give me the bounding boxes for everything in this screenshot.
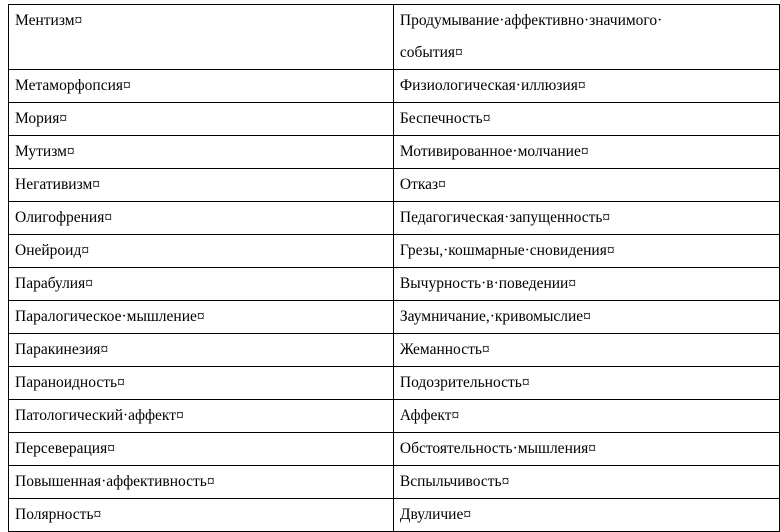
table-row — [9, 169, 780, 202]
cell-line: события¤ — [399, 44, 463, 61]
table-row — [9, 70, 780, 103]
table-cell-term: Мория¤ — [9, 103, 394, 136]
table-row — [9, 202, 780, 235]
table-cell-description: Беспечность¤ — [393, 103, 779, 136]
table-row — [9, 235, 780, 268]
table-cell-description: Подозрительность¤ — [393, 367, 779, 400]
table-cell-term: Паралогическое·мышление¤ — [9, 301, 394, 334]
table-row — [9, 433, 780, 466]
table-cell-term: Паракинезия¤ — [9, 334, 394, 367]
table-cell-term: Парабулия¤ — [9, 268, 394, 301]
table-cell-description: Физиологическая·иллюзия¤ — [393, 70, 779, 103]
table-cell-term: Ментизм¤ — [9, 5, 394, 70]
table-cell-description: Аффект¤ — [393, 400, 779, 433]
table-cell-term: Онейроид¤ — [9, 235, 394, 268]
table-cell-term: Параноидность¤ — [9, 367, 394, 400]
table-row — [9, 103, 780, 136]
table-cell-term: Повышенная·аффективность¤ — [9, 466, 394, 499]
table-cell-description: Заумничание,·кривомыслие¤ — [393, 301, 779, 334]
table-cell-term: Олигофрения¤ — [9, 202, 394, 235]
table-cell-term: Негативизм¤ — [9, 169, 394, 202]
table-row — [9, 268, 780, 301]
table-row — [9, 301, 780, 334]
table-row — [9, 334, 780, 367]
table-cell-description: Мотивированное·молчание¤ — [393, 136, 779, 169]
table-cell-term: Полярность¤ — [9, 499, 394, 532]
table-cell-description: Жеманность¤ — [393, 334, 779, 367]
table-cell-description: Педагогическая·запущенность¤ — [393, 202, 779, 235]
table-cell-description: Грезы,·кошмарные·сновидения¤ — [393, 235, 779, 268]
table-row — [9, 499, 780, 532]
table-cell-term: Метаморфопсия¤ — [9, 70, 394, 103]
table-cell-term: Патологический·аффект¤ — [9, 400, 394, 433]
table-cell-description: Обстоятельность·мышления¤ — [393, 433, 779, 466]
table-row — [9, 5, 780, 70]
table-cell-description: Двуличие¤ — [393, 499, 779, 532]
table-row — [9, 466, 780, 499]
table-cell-term: Персеверация¤ — [9, 433, 394, 466]
table-row — [9, 400, 780, 433]
table-row — [9, 136, 780, 169]
terms-table — [8, 4, 780, 532]
table-cell-description: Вспыльчивость¤ — [393, 466, 779, 499]
table-cell-description: Отказ¤ — [393, 169, 779, 202]
table-cell-term: Мутизм¤ — [9, 136, 394, 169]
table-cell-description — [393, 5, 779, 70]
table-row — [9, 367, 780, 400]
cell-line: Продумывание·аффективно·значимого· — [399, 12, 663, 29]
table-cell-description: Вычурность·в·поведении¤ — [393, 268, 779, 301]
